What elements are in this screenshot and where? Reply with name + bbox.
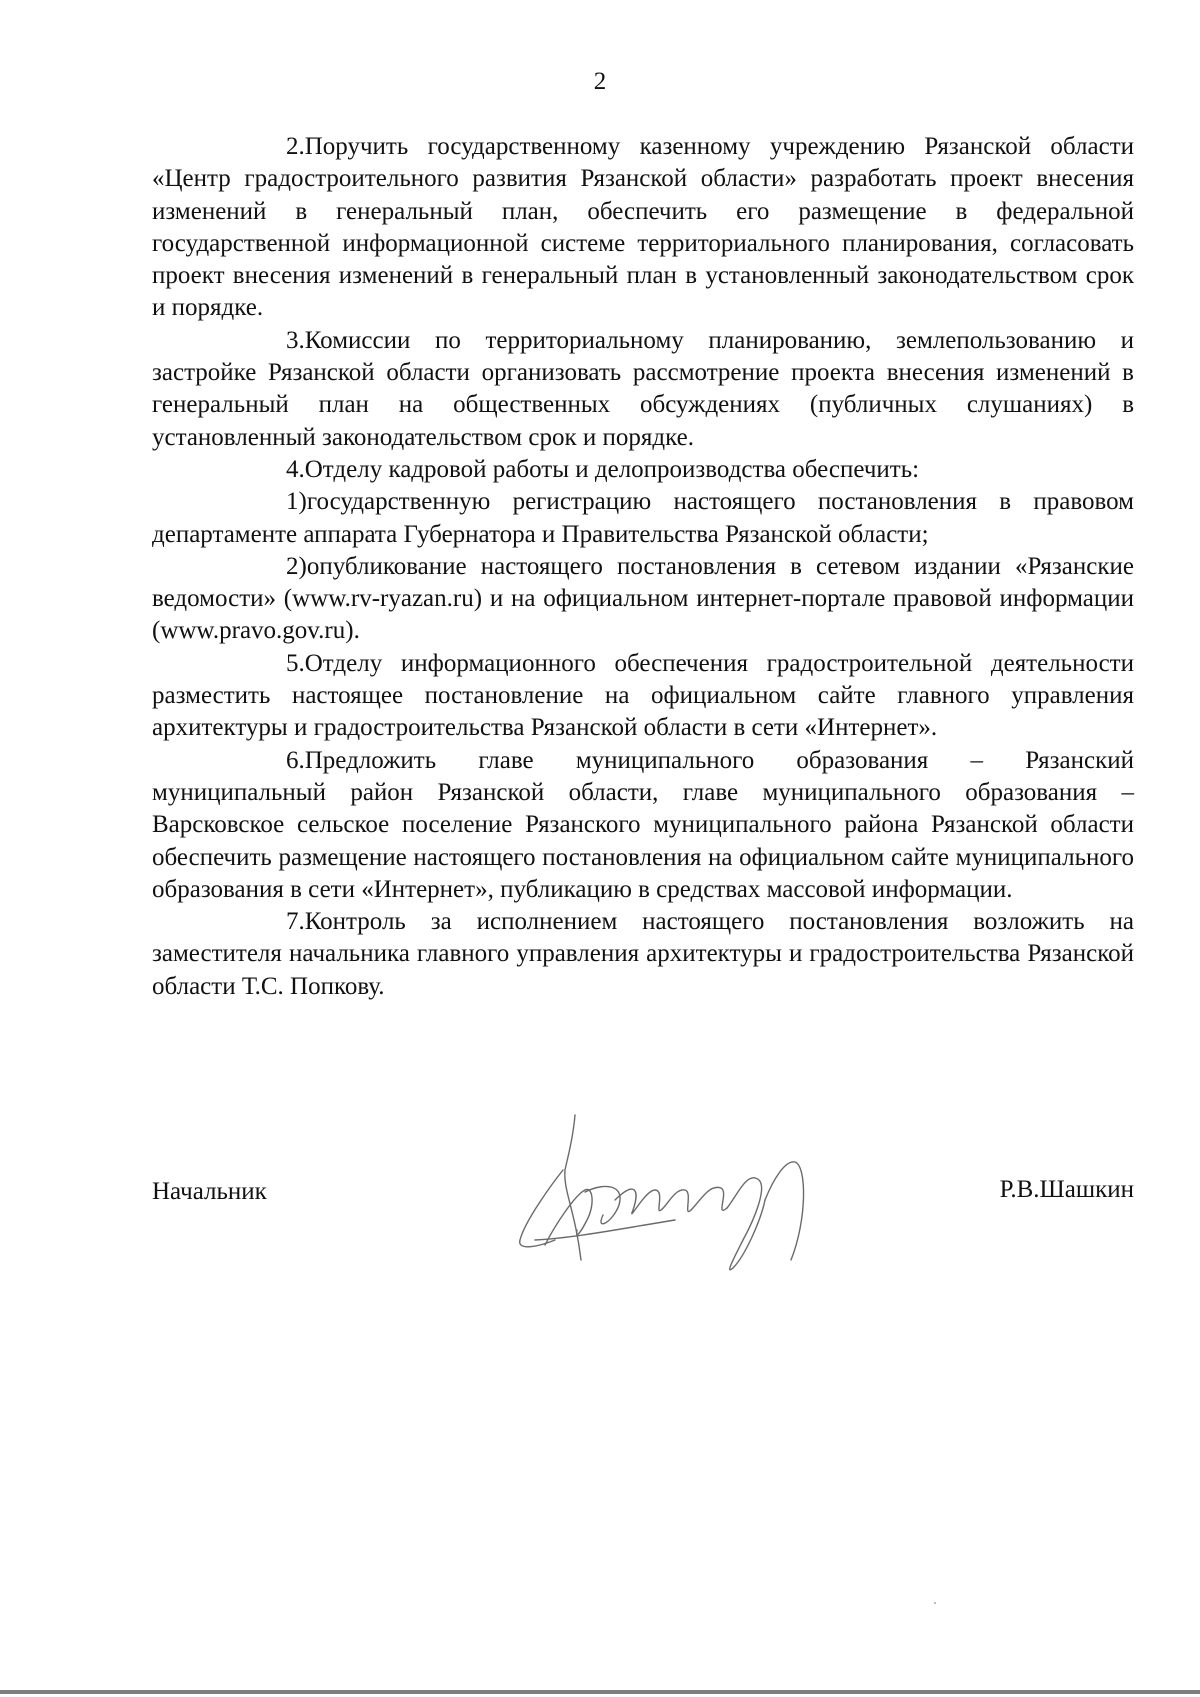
paragraph-text: Комиссии по территориальному планированию, землепользованию и застройке Рязанской области организовать рассмотрение проекта внесения изменений в генеральный план на общественных обсуждениях (публичных слушаниях) в установленный законодательством срок и порядке. (152, 326, 1134, 451)
paragraph-number: 4. (286, 455, 305, 483)
paragraph-text: Отделу информационного обеспечения градостроительной деятельности разместить настоящее постановление на официальном сайте главного управления архитектуры и градостроительства Рязанской области в сети «Интернет». (152, 649, 1134, 742)
paragraph-number: 5. (286, 649, 305, 677)
signatory-name: Р.В.Шашкин (999, 1176, 1134, 1203)
paragraph-text: Поручить государственному казенному учреждению Рязанской области «Центр градостроительного развития Рязанской области» разработать проект внесения изменений в генеральный план, обеспечить его размещение в федеральной государственной информационной системе территориального планирования, согласовать проект внесения изменений в генеральный план в установленный законодательством срок и порядке. (152, 133, 1134, 322)
paragraph-2 (152, 131, 1134, 325)
paragraph-number: 1) (286, 488, 307, 516)
paragraph-number: 7. (286, 908, 305, 936)
page-number: 2 (593, 68, 607, 95)
paragraph-text: Контроль за исполнением настоящего постановления возложить на заместителя начальника главного управления архитектуры и градостроительства Рязанской области Т.С. Попкову. (152, 908, 1134, 1000)
paragraph-text: Предложить главе муниципального образования – Рязанский муниципальный район Рязанской области, главе муниципального образования – Варсковское сельское поселение Рязанского муниципального района Рязанской области обеспечить размещение настоящего постановления на официальном сайте муниципального образования в сети «Интернет», публикацию в средствах массовой информации. (152, 746, 1134, 903)
paragraph-number: 2. (286, 133, 305, 160)
paragraph-text: Отделу кадровой работы и делопроизводства обеспечить: (304, 455, 920, 483)
paragraph-6 (152, 745, 1134, 906)
paragraph-number: 3. (286, 326, 305, 354)
scan-artifact (934, 1602, 936, 1604)
paragraph-3 (152, 325, 1134, 454)
document-body (152, 131, 1134, 1003)
paragraph-text: государственную регистрацию настоящего постановления в правовом департаменте аппарата Губернатора и Правительства Рязанской области; (152, 488, 1134, 548)
paragraph-number: 6. (286, 746, 305, 774)
paragraph-7 (152, 906, 1134, 1003)
paragraph-4 (152, 454, 1134, 486)
subparagraph-1 (152, 486, 1134, 551)
page-bottom-edge (0, 1690, 1200, 1694)
signature-block (152, 1176, 1134, 1216)
paragraph-text: опубликование настоящего постановления в сетевом издании «Рязанские ведомости» (www.rv-ryazan.ru) и на официальном интернет-портале правовой информации (www.pravo.gov.ru). (152, 552, 1134, 645)
signatory-title: Начальник (152, 1178, 267, 1205)
paragraph-5 (152, 648, 1134, 745)
paragraph-number: 2) (286, 552, 307, 580)
subparagraph-2 (152, 551, 1134, 648)
